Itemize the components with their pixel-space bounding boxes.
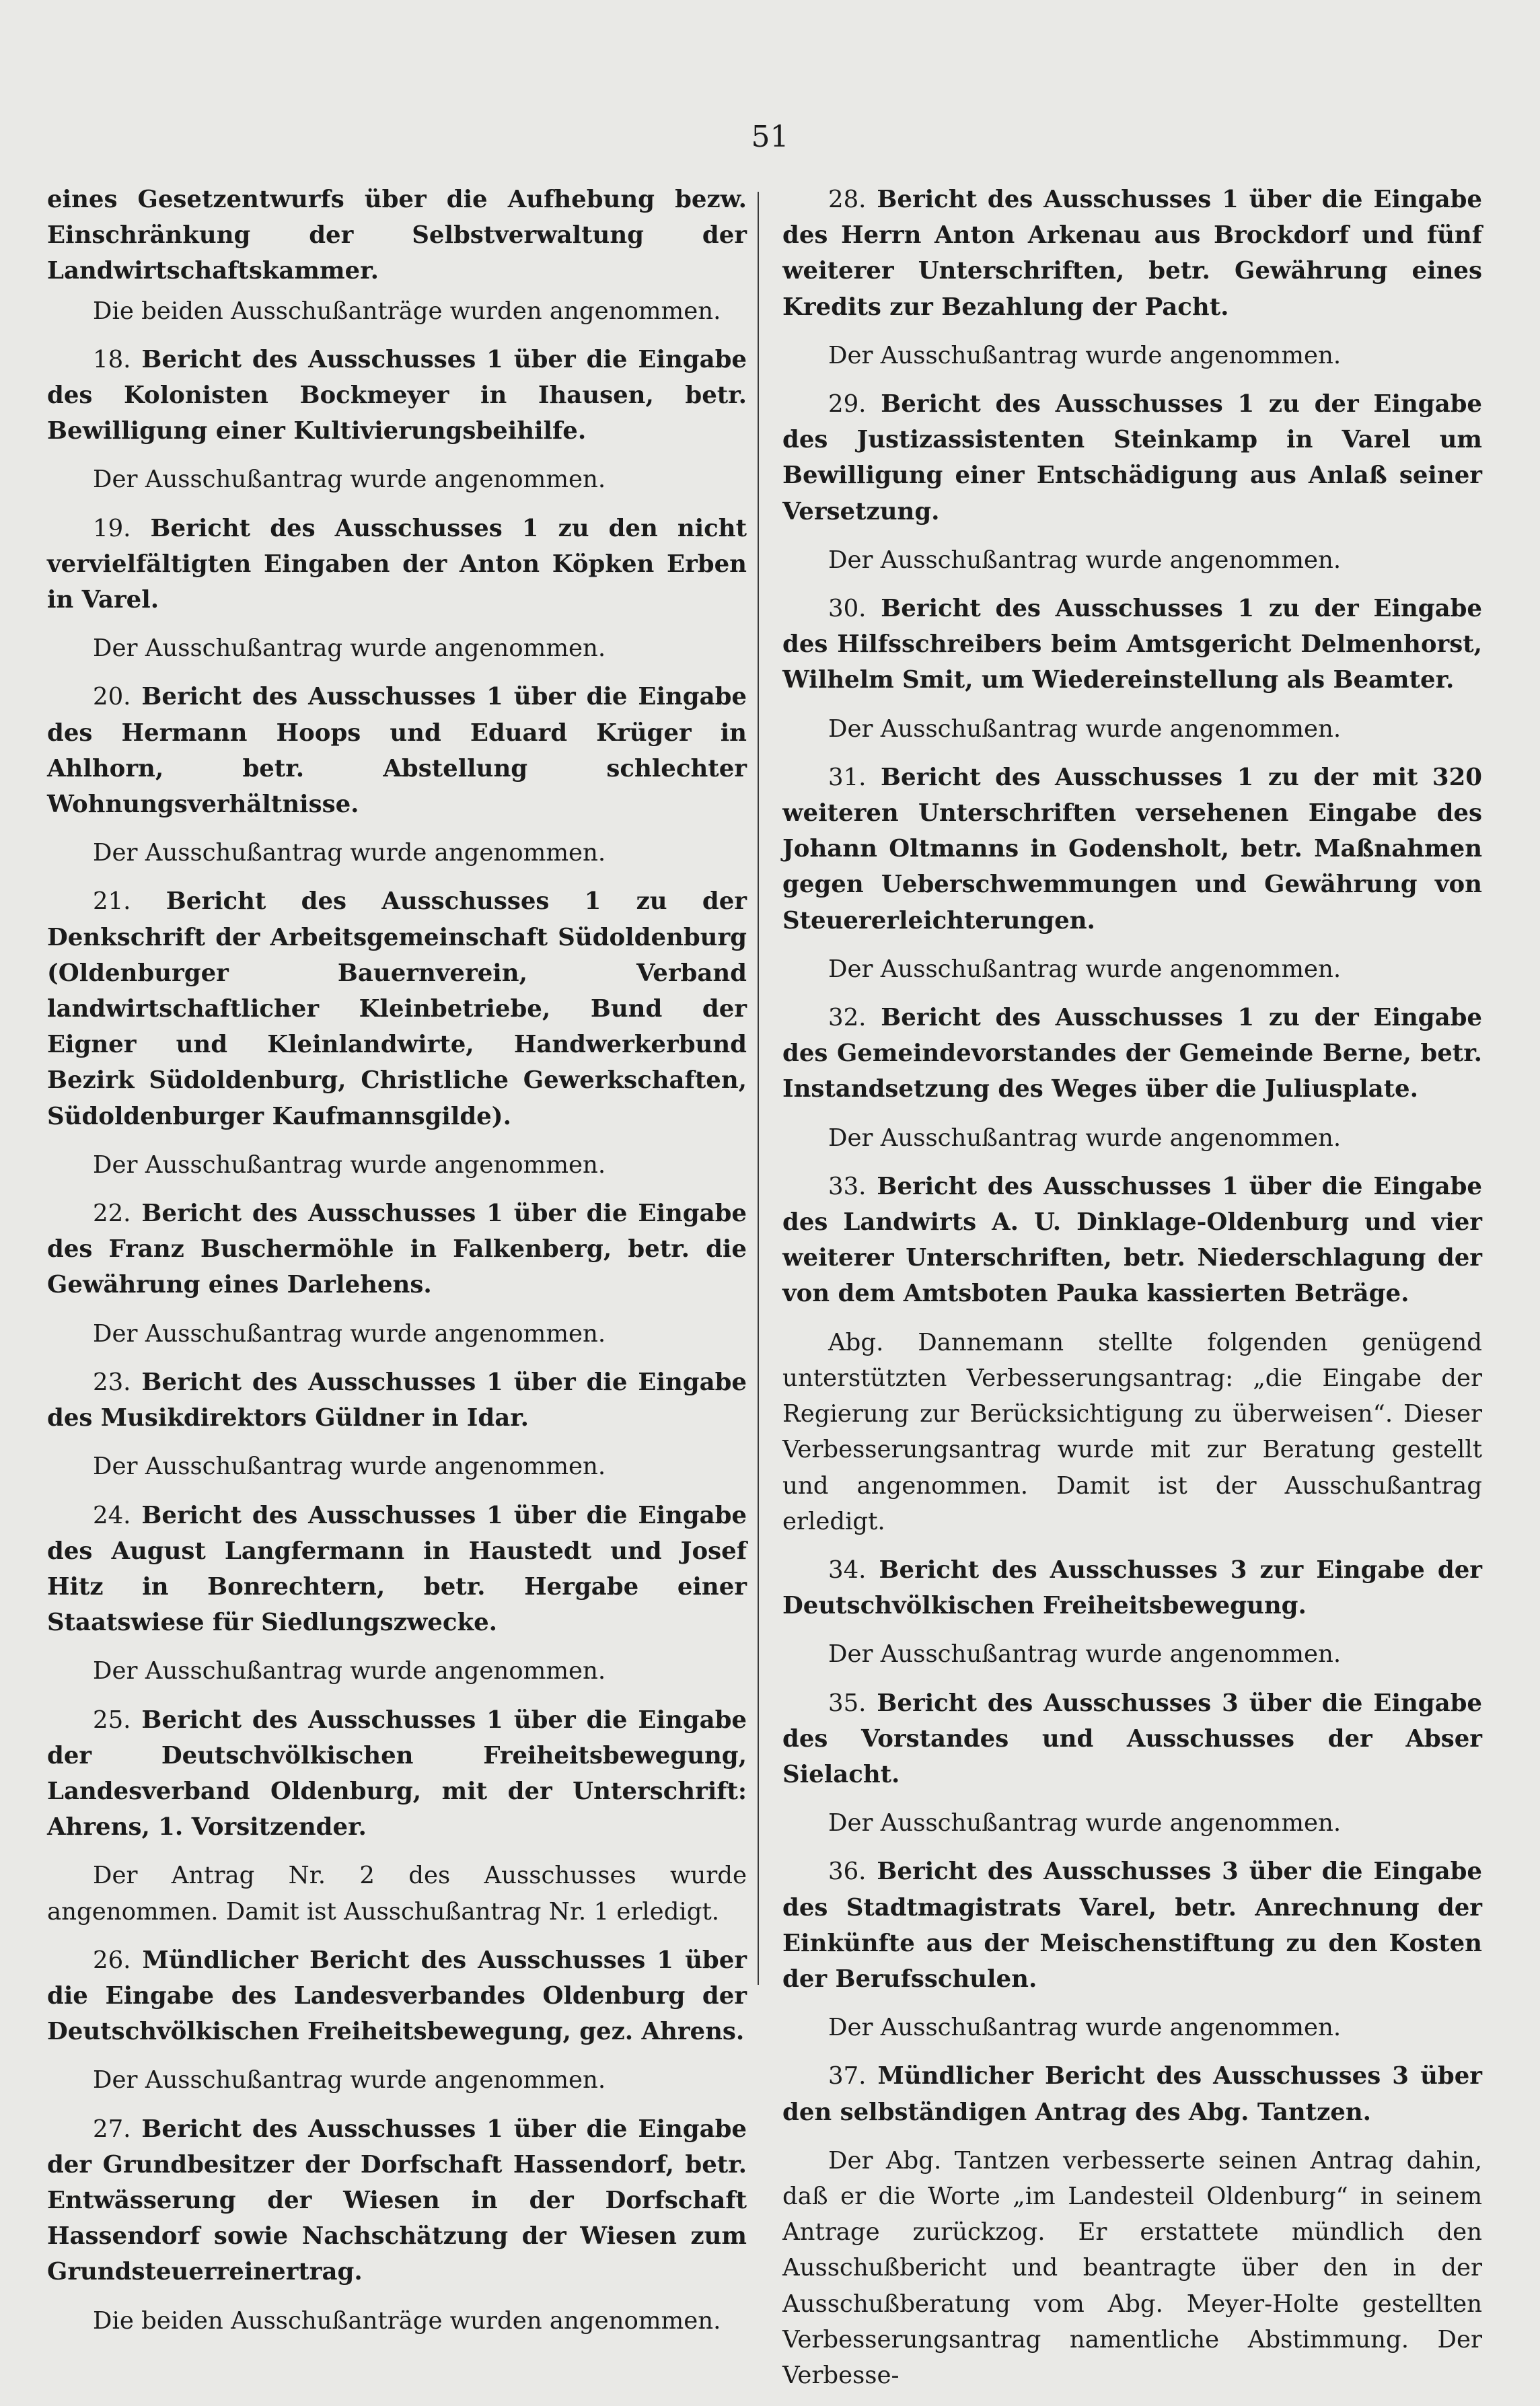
agenda-item bbox=[782, 2058, 1482, 2129]
right-column bbox=[782, 182, 1482, 2406]
agenda-item-text: Bericht des Ausschusses 1 zu der mit 320 weiteren Unterschriften versehenen Eingabe des Johann Oltmanns in Godensholt, betr. Maßnahmen gegen Ueberschwemmungen und Gewährung von Steuererleichterungen. bbox=[782, 763, 1483, 935]
agenda-item-text: Bericht des Ausschusses 1 zu der Eingabe des Hilfsschreibers beim Amtsgericht Delmenhorst, Wilhelm Smit, um Wiedereinstellung als Beamter. bbox=[782, 595, 1483, 694]
resolution-text: Die beiden Ausschußanträge wurden angenommen. bbox=[93, 297, 721, 325]
paragraph: Der Abg. Tantzen verbesserte seinen Antrag dahin, daß er die Worte „im Landesteil Oldenburg“ in seinem Antrage zurückzog. Er erstattete mündlich den Ausschußbericht und beantragte über den in der Ausschußberatung vom Abg. Meyer-Holte gestellten Verbesserungsantrag namentliche Abstimmung. Der Verbesse- bbox=[782, 2146, 1482, 2389]
agenda-item-number: 28. bbox=[828, 186, 867, 213]
agenda-item-number: 32. bbox=[828, 1004, 867, 1032]
resolution-text: Der Ausschußantrag wurde angenommen. bbox=[93, 2066, 606, 2094]
agenda-item-text: Bericht des Ausschusses 1 über die Eingabe des Musikdirektors Güldner in Idar. bbox=[47, 1368, 747, 1432]
agenda-item bbox=[782, 182, 1482, 325]
resolution-text: Der Ausschußantrag wurde angenommen. bbox=[828, 955, 1342, 983]
agenda-item-text: Bericht des Ausschusses 1 über die Eingabe des August Langfermann in Haustedt und Josef Hitz in Bonrechtern, betr. Hergabe einer Staatswiese für Siedlungszwecke. bbox=[47, 1501, 747, 1637]
agenda-item-text: Mündlicher Bericht des Ausschusses 1 über die Eingabe des Landesverbandes Oldenburg der Deutschvölkischen Freiheitsbewegung, gez. Ahrens. bbox=[47, 1946, 747, 2046]
agenda-item bbox=[47, 1942, 747, 2050]
agenda-item-text: Bericht des Ausschusses 1 über die Eingabe des Franz Buschermöhle in Falkenberg, betr. die Gewährung eines Darlehens. bbox=[47, 1200, 747, 1299]
resolution-text: Der Ausschußantrag wurde angenommen. bbox=[828, 546, 1342, 574]
agenda-item-number: 37. bbox=[828, 2062, 867, 2090]
agenda-item-text: Bericht des Ausschusses 1 über die Eingabe der Grundbesitzer der Dorfschaft Hassendorf, betr. Entwässerung der Wiesen in der Dorfschaft Hassendorf sowie Nachschätzung der Wiesen zum Grundsteuerreinertrag. bbox=[47, 2115, 747, 2286]
agenda-item-number: 27. bbox=[93, 2115, 131, 2143]
agenda-item-text: Bericht des Ausschusses 1 über die Eingabe des Herrn Anton Arkenau aus Brockdorf und fünf weiterer Unterschriften, betr. Gewährung eines Kredits zur Bezahlung der Pacht. bbox=[782, 186, 1482, 321]
resolution-text: Der Ausschußantrag wurde angenommen. bbox=[93, 466, 606, 494]
agenda-item-text: Bericht des Ausschusses 1 zu der Eingabe des Justizassistenten Steinkamp in Varel um Bewilligung einer Entschädigung aus Anlaß seiner Versetzung. bbox=[782, 390, 1483, 525]
resolution-text: Der Ausschußantrag wurde angenommen. bbox=[93, 1657, 606, 1685]
column-divider bbox=[758, 192, 759, 1985]
agenda-item-number: 30. bbox=[828, 595, 867, 623]
agenda-item bbox=[782, 760, 1482, 939]
agenda-item bbox=[47, 1702, 747, 1846]
agenda-item bbox=[47, 883, 747, 1134]
agenda-item-number: 21. bbox=[93, 887, 131, 916]
resolution-text: Der Ausschußantrag wurde angenommen. bbox=[93, 1319, 606, 1348]
agenda-item-text: Bericht des Ausschusses 3 über die Eingabe des Vorstandes und Ausschusses der Abser Sielacht. bbox=[782, 1689, 1482, 1788]
agenda-item-number: 24. bbox=[93, 1501, 131, 1529]
agenda-item-number: 35. bbox=[828, 1689, 867, 1717]
continued-item-text: eines Gesetzentwurfs über die Aufhebung bezw. Einschränkung der Selbstverwaltung der Landwirtschaftskammer. bbox=[47, 186, 747, 285]
agenda-item-text: Bericht des Ausschusses 1 zu der Denkschrift der Arbeitsgemeinschaft Südoldenburg (Oldenburger Bauernverein, Verband landwirtschaftlicher Kleinbetriebe, Bund der Eigner und Kleinlandwirte, Handwerkerbund Bezirk Südoldenburg, Christliche Gewerkschaften, Südoldenburger Kaufmannsgilde). bbox=[47, 887, 747, 1130]
agenda-item bbox=[47, 342, 747, 449]
resolution-text: Der Ausschußantrag wurde angenommen. bbox=[828, 341, 1342, 369]
resolution-text: Der Ausschußantrag wurde angenommen. bbox=[828, 2014, 1342, 2042]
resolution-text: Der Ausschußantrag wurde angenommen. bbox=[93, 1453, 606, 1481]
resolution-text: Der Antrag Nr. 2 des Ausschusses wurde angenommen. Damit ist Ausschußantrag Nr. 1 erledigt. bbox=[47, 1862, 747, 1926]
agenda-item-number: 22. bbox=[93, 1200, 131, 1228]
agenda-item bbox=[47, 1498, 747, 1641]
agenda-item bbox=[47, 2111, 747, 2290]
agenda-item-text: Bericht des Ausschusses 1 über die Eingabe des Kolonisten Bockmeyer in Ihausen, betr. Bewilligung einer Kultivierungsbeihilfe. bbox=[47, 345, 747, 445]
resolution-text: Die beiden Ausschußanträge wurden angenommen. bbox=[93, 2306, 721, 2335]
agenda-item-number: 31. bbox=[828, 763, 867, 791]
agenda-item bbox=[782, 1685, 1482, 1793]
agenda-item bbox=[47, 679, 747, 822]
agenda-item bbox=[47, 1364, 747, 1436]
agenda-item bbox=[782, 1169, 1482, 1312]
agenda-item-number: 34. bbox=[828, 1556, 867, 1584]
agenda-item bbox=[47, 1196, 747, 1303]
agenda-item bbox=[782, 1000, 1482, 1107]
agenda-item-number: 23. bbox=[93, 1368, 131, 1396]
agenda-item bbox=[782, 1854, 1482, 1997]
agenda-item bbox=[782, 386, 1482, 530]
resolution-text: Der Ausschußantrag wurde angenommen. bbox=[828, 1124, 1342, 1152]
agenda-item-number: 18. bbox=[93, 345, 131, 373]
agenda-item-text: Mündlicher Bericht des Ausschusses 3 über den selbständigen Antrag des Abg. Tantzen. bbox=[782, 2062, 1482, 2126]
agenda-item bbox=[782, 1552, 1482, 1624]
agenda-item-number: 29. bbox=[828, 390, 867, 418]
agenda-item-number: 26. bbox=[93, 1946, 131, 1974]
paragraph: Abg. Dannemann stellte folgenden genügend unterstützten Verbesserungsantrag: „die Eingabe der Regierung zur Berücksichtigung zu überweisen“. Dieser Verbesserungsantrag wurde mit zur Beratung gestellt und angenommen. Damit ist der Ausschußantrag erledigt. bbox=[782, 1328, 1482, 1535]
agenda-item-text: Bericht des Ausschusses 1 zu den nicht vervielfältigten Eingaben der Anton Köpken Erben in Varel. bbox=[47, 514, 747, 614]
page-number: 51 bbox=[751, 120, 789, 154]
agenda-item-text: Bericht des Ausschusses 1 über die Eingabe des Hermann Hoops und Eduard Krüger in Ahlhorn, betr. Abstellung schlechter Wohnungsverhältnisse. bbox=[47, 683, 747, 819]
agenda-item-number: 25. bbox=[93, 1706, 131, 1734]
agenda-item-number: 19. bbox=[93, 514, 131, 542]
agenda-item-number: 33. bbox=[828, 1172, 867, 1200]
agenda-item-number: 20. bbox=[93, 683, 131, 711]
agenda-item bbox=[782, 591, 1482, 698]
agenda-item-number: 36. bbox=[828, 1858, 867, 1886]
agenda-item-text: Bericht des Ausschusses 3 zur Eingabe der Deutschvölkischen Freiheitsbewegung. bbox=[782, 1556, 1483, 1620]
resolution-text: Der Ausschußantrag wurde angenommen. bbox=[93, 634, 606, 663]
agenda-item bbox=[47, 511, 747, 618]
resolution-text: Der Ausschußantrag wurde angenommen. bbox=[828, 1809, 1342, 1837]
resolution-text: Der Ausschußantrag wurde angenommen. bbox=[93, 1151, 606, 1179]
resolution-text: Der Ausschußantrag wurde angenommen. bbox=[828, 1640, 1342, 1669]
agenda-item-text: Bericht des Ausschusses 3 über die Eingabe des Stadtmagistrats Varel, betr. Anrechnung der Einkünfte aus der Meischenstiftung zu den Kosten der Berufsschulen. bbox=[782, 1858, 1482, 1993]
resolution-text: Der Ausschußantrag wurde angenommen. bbox=[93, 839, 606, 867]
agenda-item-text: Bericht des Ausschusses 1 über die Eingabe der Deutschvölkischen Freiheitsbewegung, Landesverband Oldenburg, mit der Unterschrift: Ahrens, 1. Vorsitzender. bbox=[47, 1706, 747, 1842]
agenda-item-text: Bericht des Ausschusses 1 über die Eingabe des Landwirts A. U. Dinklage-Oldenburg und vier weiterer Unterschriften, betr. Niederschlagung der von dem Amtsboten Pauka kassierten Beträge. bbox=[782, 1172, 1482, 1308]
left-column bbox=[47, 182, 747, 2352]
agenda-item-text: Bericht des Ausschusses 1 zu der Eingabe des Gemeindevorstandes der Gemeinde Berne, betr. Instandsetzung des Weges über die Juliusplate. bbox=[782, 1004, 1483, 1103]
resolution-text: Der Ausschußantrag wurde angenommen. bbox=[828, 715, 1342, 743]
